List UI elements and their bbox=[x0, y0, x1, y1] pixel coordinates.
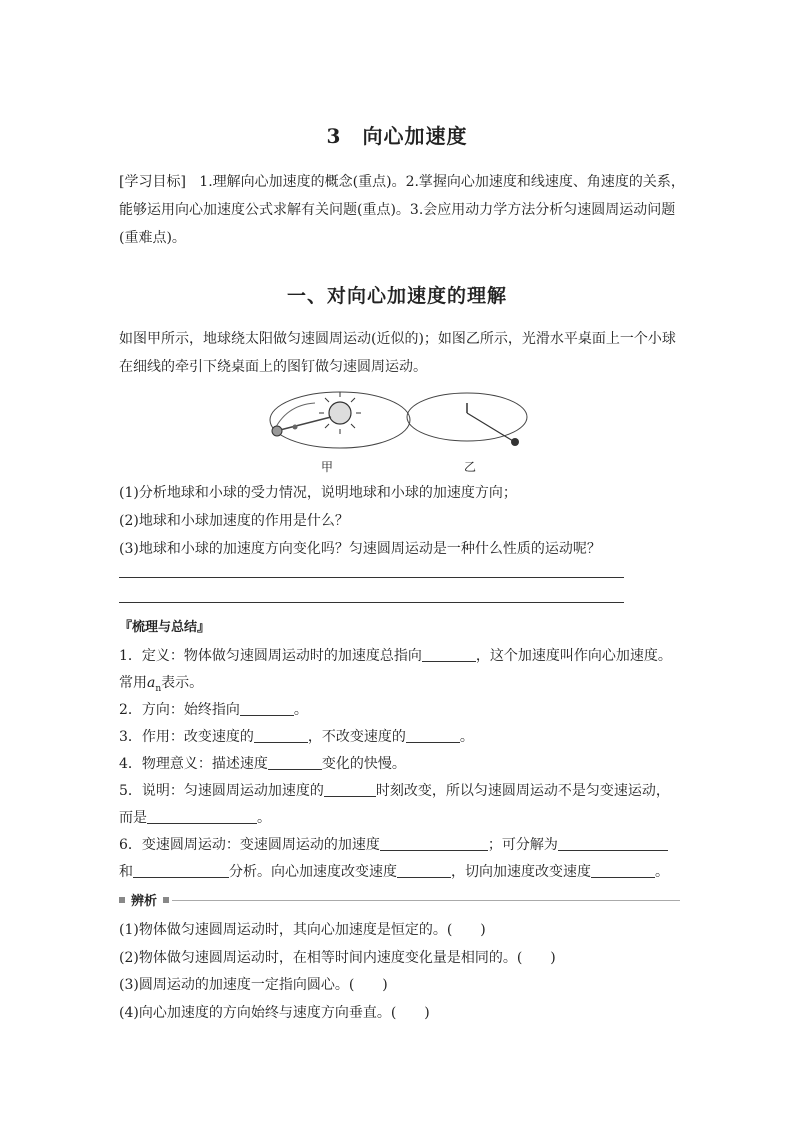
string bbox=[467, 413, 513, 441]
summary-item-2: 2．方向：始终指向 。 bbox=[119, 699, 679, 719]
summary-item-4: 4．物理意义：描述速度 变化的快慢。 bbox=[119, 753, 679, 773]
blank bbox=[133, 861, 229, 878]
question-item: (2)地球和小球加速度的作用是什么？ bbox=[119, 513, 349, 529]
analysis-header: 辨析 bbox=[131, 894, 158, 909]
intro-line: 如图甲所示，地球绕太阳做匀速圆周运动(近似的)；如图乙所示，光滑水平桌面上一个小球 bbox=[119, 331, 676, 347]
blank bbox=[591, 861, 655, 878]
sun bbox=[329, 402, 351, 424]
summary-item-1: 1．定义：物体做匀速圆周运动时的加速度总指向 ，这个加速度叫作向心加速度。 bbox=[119, 645, 679, 665]
blank bbox=[324, 780, 376, 797]
question-item: (1)分析地球和小球的受力情况，说明地球和小球的加速度方向； bbox=[119, 485, 517, 501]
ball-path bbox=[407, 393, 527, 441]
orbit-figures bbox=[255, 385, 545, 475]
analysis-item: (3)圆周运动的加速度一定指向圆心。( ) bbox=[119, 977, 388, 993]
summary-item-6: 6．变速圆周运动：变速圆周运动的加速度 ；可分解为 bbox=[119, 834, 679, 854]
blank bbox=[422, 645, 476, 662]
summary-header: 『梳理与总结』 bbox=[119, 620, 211, 635]
blank bbox=[147, 807, 257, 824]
analysis-item: (4)向心加速度的方向始终与速度方向垂直。( ) bbox=[119, 1004, 430, 1021]
answer-line bbox=[119, 602, 624, 603]
caption-yi: 乙 bbox=[464, 460, 477, 474]
objectives-line: 1.理解向心加速度的概念(重点)。2.掌握向心加速度和线速度、角速度的关系， bbox=[199, 174, 685, 190]
blank bbox=[380, 834, 488, 851]
summary-item-5-cont: 而是 。 bbox=[119, 807, 679, 827]
learning-objectives bbox=[119, 168, 685, 252]
page-title: 3 向心加速度 bbox=[326, 124, 468, 148]
objectives-line: (重难点)。 bbox=[119, 230, 186, 246]
analysis-item: (1)物体做匀速圆周运动时，其向心加速度是恒定的。( ) bbox=[119, 922, 486, 938]
sun-earth-link bbox=[280, 417, 331, 430]
summary-item-5: 5．说明：匀速圆周运动加速度的 时刻改变，所以匀速圆周运动不是匀变速运动， bbox=[119, 780, 679, 800]
blank bbox=[406, 726, 460, 743]
analysis-list bbox=[119, 917, 679, 1027]
blank bbox=[240, 699, 294, 716]
questions bbox=[119, 479, 679, 563]
intro-line: 在细线的牵引下绕桌面上的图钉做匀速圆周运动。 bbox=[119, 359, 427, 375]
summary-item-6-cont: 和 分析。向心加速度改变速度 ，切向加速度改变速度 。 bbox=[119, 861, 679, 881]
analysis-item: (2)物体做匀速圆周运动时，在相等时间内速度变化量是相同的。( ) bbox=[119, 949, 556, 966]
blank bbox=[254, 726, 308, 743]
analysis-marker bbox=[119, 897, 125, 903]
figure-sun-earth bbox=[270, 392, 410, 448]
analysis-marker bbox=[163, 897, 169, 903]
blank bbox=[268, 753, 322, 770]
blank bbox=[397, 861, 451, 878]
question-item: (3)地球和小球的加速度方向变化吗？匀速圆周运动是一种什么性质的运动呢？ bbox=[119, 541, 601, 557]
earth bbox=[272, 426, 282, 436]
figure-ball-pin bbox=[407, 393, 527, 446]
summary-item-3: 3．作用：改变速度的 ，不改变速度的 。 bbox=[119, 726, 679, 746]
intro-paragraph bbox=[119, 325, 679, 381]
analysis-divider bbox=[172, 900, 680, 901]
answer-line bbox=[119, 577, 624, 578]
section-heading: 一、对向心加速度的理解 bbox=[286, 285, 507, 307]
ball bbox=[511, 438, 519, 446]
moon bbox=[293, 425, 298, 430]
blank bbox=[558, 834, 668, 851]
objectives-line: 能够运用向心加速度公式求解有关问题(重点)。3.会应用动力学方法分析匀速圆周运动问题 bbox=[119, 202, 676, 218]
objectives-label: [学习目标] bbox=[119, 174, 186, 190]
summary-item-1-cont: 常用$a_n$表示。 bbox=[119, 675, 204, 694]
caption-jia: 甲 bbox=[321, 460, 334, 474]
